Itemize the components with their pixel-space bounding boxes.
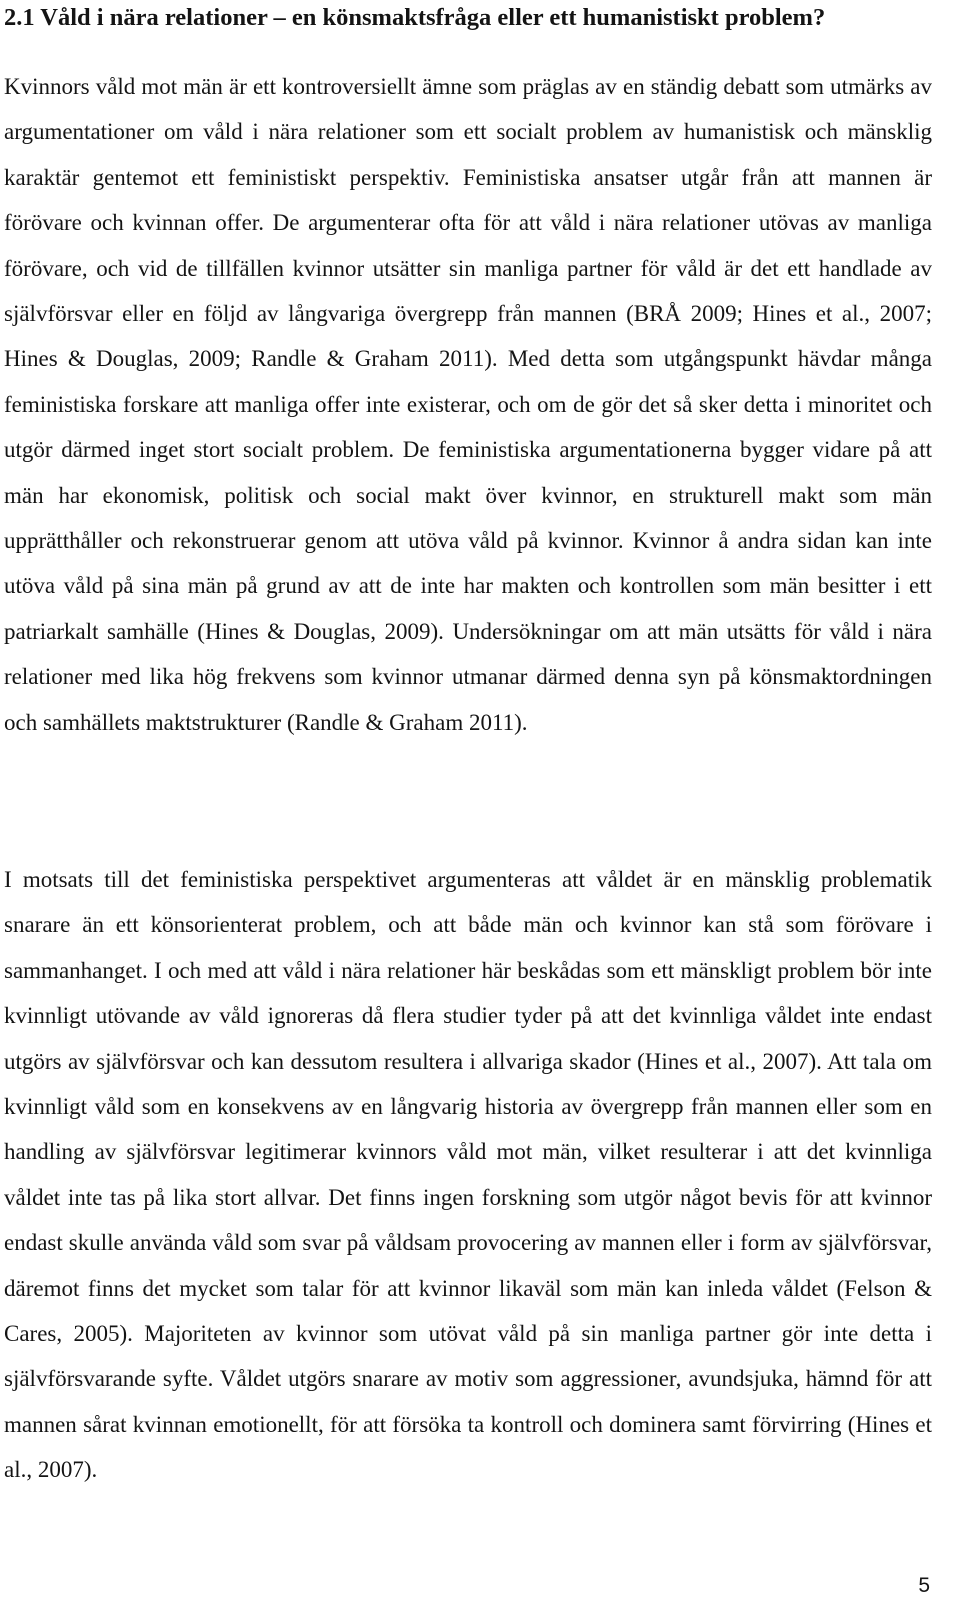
- page-number: 5: [918, 1574, 930, 1597]
- body-paragraph-2: I motsats till det feministiska perspektivet argumenteras att våldet är en mänsklig problematik snarare än ett könsorienterat problem, och att både män och kvinnor kan stå som förövare i sammanhanget. I och med att våld i nära relationer här beskådas som ett mänskligt problem bör inte kvinnligt utövande av våld ignoreras då flera studier tyder på att det kvinnliga våldet inte endast utgörs av självförsvar och kan dessutom resultera i allvariga skador (Hines et al., 2007). Att tala om kvinnligt våld som en konsekvens av en långvarig historia av övergrepp från mannen eller som en handling av självförsvar legitimerar kvinnors våld mot män, vilket resulterar i att det kvinnliga våldet inte tas på lika stort allvar. Det finns ingen forskning som utgör något bevis för att kvinnor endast skulle använda våld som svar på våldsam provocering av mannen eller i form av självförsvar, däremot finns det mycket som talar för att kvinnor likaväl som män kan inleda våldet (Felson & Cares, 2005). Majoriteten av kvinnor som utövat våld på sin manliga partner gör inte detta i självförsvarande syfte. Våldet utgörs snarare av motiv som aggressioner, avundsjuka, hämnd för att mannen sårat kvinnan emotionellt, för att försöka ta kontroll och dominera samt förvirring (Hines et al., 2007).: [4, 867, 932, 1483]
- body-paragraph-1: Kvinnors våld mot män är ett kontroversiellt ämne som präglas av en ständig debatt som utmärks av argumentationer om våld i nära relationer som ett socialt problem av humanistisk och mänsklig karaktär gentemot ett feministiskt perspektiv. Feministiska ansatser utgår från att mannen är förövare och kvinnan offer. De argumenterar ofta för att våld i nära relationer utövas av manliga förövare, och vid de tillfällen kvinnor utsätter sin manliga partner för våld är det ett handlade av självförsvar eller en följd av långvariga övergrepp från mannen (BRÅ 2009; Hines et al., 2007; Hines & Douglas, 2009; Randle & Graham 2011). Med detta som utgångspunkt hävdar många feministiska forskare att manliga offer inte existerar, och om de gör det så sker detta i minoritet och utgör därmed inget stort socialt problem. De feministiska argumentationerna bygger vidare på att män har ekonomisk, politisk och social makt över kvinnor, en strukturell makt som män upprätthåller och rekonstruerar genom att utöva våld på kvinnor. Kvinnor å andra sidan kan inte utöva våld på sina män på grund av att de inte har makten och kontrollen som män besitter i ett patriarkalt samhälle (Hines & Douglas, 2009). Undersökningar om att män utsätts för våld i nära relationer med lika hög frekvens som kvinnor utmanar därmed denna syn på könsmaktordningen och samhällets maktstrukturer (Randle & Graham 2011).: [4, 74, 932, 735]
- section-heading: 2.1 Våld i nära relationer – en könsmaktsfråga eller ett humanistiskt problem?: [4, 4, 826, 31]
